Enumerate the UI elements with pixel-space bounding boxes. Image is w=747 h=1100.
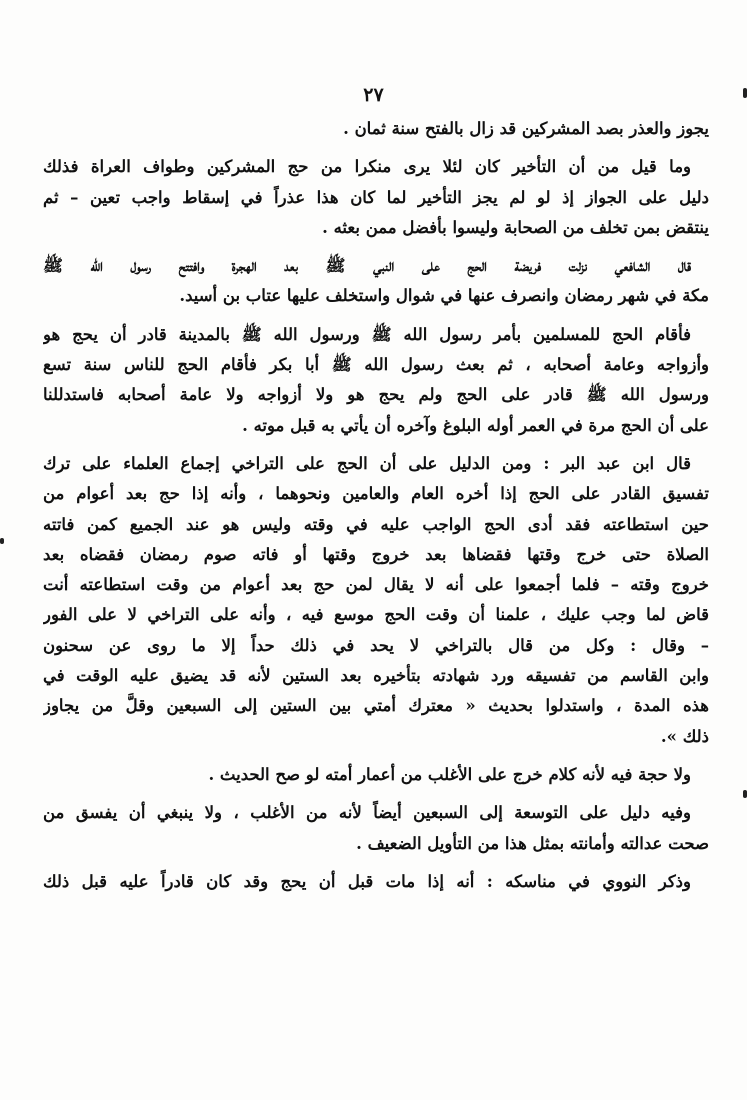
text-line: خروج وقته – فلما أجمعوا على أنه لا يقال لمن حج بعد أعوام من وقت استطاعته أنت (43, 575, 709, 595)
paragraph-gap (43, 859, 709, 867)
text-line: قاض لما وجب عليك ، علمنا أن وقت الحج موسع فيه ، وأنه على التراخي لا على الفور (43, 605, 709, 625)
text-line: فأقام الحج للمسلمين بأمر رسول الله ﷺ ورسول الله ﷺ بالمدينة قادر أن يحج هو (43, 324, 691, 344)
paragraph (43, 449, 709, 752)
text-line: ورسول الله ﷺ قادر على الحج ولم يحج هو ولا أزواجه ولا عامة أصحابه فاستدللنا (43, 385, 709, 405)
paragraph (43, 867, 709, 897)
text-line: تفسيق القادر على الحج إذا أخره العام والعامين ونحوهما ، وأنه إذا حج بعد أعوام من (43, 484, 709, 504)
text-line: وذكر النووي في مناسكه : أنه إذا مات قبل أن يحج وقد كان قادراً عليه قبل ذلك (43, 871, 691, 891)
text-line: – وقال : وكل من قال بالتراخي لا يحد في ذلك حداً إلا ما روى عن سحنون (43, 635, 709, 655)
edge-mark-top (743, 88, 747, 98)
text-line: وفيه دليل على التوسعة إلى السبعين أيضاً لأنه من الأغلب ، ولا ينبغي أن يفسق من (43, 803, 691, 823)
text-line: وأزواجه وعامة أصحابه ، ثم بعث رسول الله ﷺ أبا بكر فأقام الحج للناس سنة تسع (43, 355, 709, 375)
text-line: دليل على الجواز إذ لو لم يجز التأخير لما كان هذا عذراً في إسقاط واجب تعين – ثم (43, 187, 709, 207)
paragraph (43, 152, 709, 243)
paragraph (43, 320, 709, 441)
edge-mark-right (743, 790, 747, 798)
text-line: يجوز والعذر بصد المشركين قد زال بالفتح سنة ثمان . (343, 119, 709, 138)
page-number: ٢٧ (363, 84, 384, 106)
text-line: ولا حجة فيه لأنه كلام خرج على الأغلب من أعمار أمته لو صح الحديث . (208, 764, 691, 784)
text-line: الصلاة حتى خرج وقتها فقضاها بعد خروج وقتها أو فاته صوم رمضان فقضاه بعد (43, 544, 709, 564)
paragraph-gap (43, 312, 709, 320)
paragraph (43, 251, 709, 312)
edge-mark-middle (0, 538, 4, 544)
paragraph (43, 114, 709, 144)
text-line: هذه المدة ، واستدلوا بحديث « معترك أمتي بين الستين إلى السبعين وقلَّ من يجاوز (43, 696, 709, 716)
text-line: وما قيل من أن التأخير كان لئلا يرى منكرا من حج المشركين وطواف العراة فذلك (43, 157, 691, 177)
text-line: صحت عدالته وأمانته بمثل هذا من التأويل الضعيف . (356, 833, 709, 853)
paragraph-gap (43, 790, 709, 798)
paragraph-gap (43, 752, 709, 760)
text-line: ذلك ». (660, 726, 709, 746)
paragraph (43, 760, 709, 790)
paragraph-gap (43, 144, 709, 152)
body-text (43, 114, 709, 897)
paragraph-gap (43, 441, 709, 449)
paragraph (43, 798, 709, 859)
text-line: على أن الحج مرة في العمر أوله البلوغ وآخره أن يأتي به قبل موته . (242, 415, 709, 435)
paragraph-gap (43, 243, 709, 251)
text-line: قال الشافعي نزلت فريضة الحج على النبي ﷺ بعد الهجرة وافتتح رسول الله ﷺ (43, 256, 691, 276)
text-line: وابن القاسم من تفسيقه ورد شهادته بتأخيره بعد الستين لأنه قد يضيق عليه الوقت في (43, 666, 709, 686)
text-line: حين استطاعته فقد أدى الحج الواجب عليه في وقته وليس هو عند الجميع كمن فاتته (43, 514, 709, 534)
text-line: ينتقض بمن تخلف من الصحابة وليسوا بأفضل ممن بعثه . (322, 217, 709, 237)
text-line: قال ابن عبد البر : ومن الدليل على أن الحج على التراخي إجماع العلماء على ترك (43, 453, 691, 473)
text-line: مكة في شهر رمضان وانصرف عنها في شوال واستخلف عليها عتاب بن أسيد. (179, 286, 709, 306)
